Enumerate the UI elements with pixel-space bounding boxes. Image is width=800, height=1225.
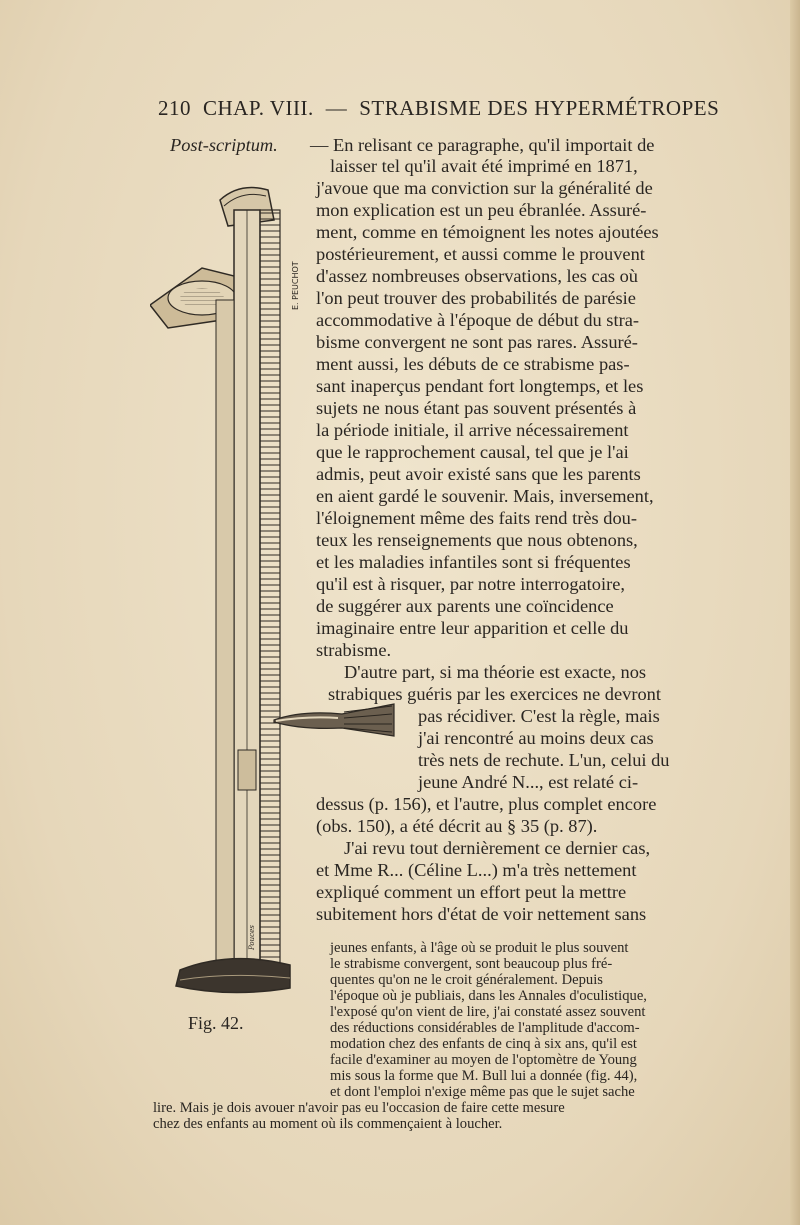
text-line: et les maladies infantiles sont si fréquentes: [316, 552, 631, 572]
text-line: ment, comme en témoignent les notes ajoutées: [316, 222, 659, 242]
text-line: strabisme.: [316, 640, 392, 660]
text-line: en aient gardé le souvenir. Mais, inversement,: [316, 486, 654, 506]
text-line: l'on peut trouver des probabilités de parésie: [316, 288, 636, 308]
footnote-line: l'époque où je publiais, dans les Annales d'oculistique,: [330, 988, 647, 1004]
text-line: que le rapprochement causal, tel que je l'ai: [316, 442, 629, 462]
page-number: 210: [158, 96, 191, 120]
footnote-line: mis sous la forme que M. Bull lui a donnée (fig. 44),: [330, 1068, 638, 1084]
text-line: et Mme R... (Céline L...) m'a très nettement: [316, 860, 637, 880]
text-line: mon explication est un peu ébranlée. Assuré-: [316, 200, 647, 220]
text-line: teux les renseignements que nous obtenons,: [316, 530, 638, 550]
maker-mark: E. PEUCHOT: [291, 261, 300, 310]
running-header: [158, 96, 748, 121]
footnote-line: quentes qu'on ne le croit généralement. Depuis: [330, 972, 603, 988]
text-line: j'ai rencontré au moins deux cas: [418, 728, 654, 748]
text-line: dessus (p. 156), et l'autre, plus complet encore: [316, 794, 657, 814]
text-line: sujets ne nous étant pas souvent présentés à: [316, 398, 637, 418]
text-line: pas récidiver. C'est la règle, mais: [418, 706, 660, 726]
text-line: (obs. 150), a été décrit au § 35 (p. 87).: [316, 816, 598, 836]
text-line: J'ai revu tout dernièrement ce dernier cas,: [344, 838, 651, 858]
text-line: laisser tel qu'il avait été imprimé en 1871,: [330, 156, 638, 176]
footnote-line: jeunes enfants, à l'âge où se produit le plus souvent: [330, 940, 629, 956]
text-line: bisme convergent ne sont pas rares. Assuré-: [316, 332, 638, 352]
text-line: jeune André N..., est relaté ci-: [418, 772, 639, 792]
text-line: d'assez nombreuses observations, les cas où: [316, 266, 639, 286]
text-line: l'éloignement même des faits rend très dou-: [316, 508, 637, 528]
footnote-line: lire. Mais je dois avouer n'avoir pas eu l'occasion de faire cette mesure: [153, 1100, 565, 1116]
text-line: j'avoue que ma conviction sur la généralité de: [316, 178, 653, 198]
scale-label: Pouces: [248, 925, 256, 950]
chapter-title: STRABISME DES HYPERMÉTROPES: [359, 96, 720, 120]
text-line: imaginaire entre leur apparition et celle du: [316, 618, 629, 638]
footnote-line: chez des enfants au moment où ils commençaient à loucher.: [153, 1116, 503, 1132]
page-edge: [790, 0, 800, 1225]
figure-caption: Fig. 42.: [188, 1013, 244, 1033]
footnote-line: facile d'examiner au moyen de l'optomètre de Young: [330, 1052, 637, 1068]
text-line: D'autre part, si ma théorie est exacte, nos: [344, 662, 647, 682]
footnote-line: et dont l'emploi n'exige même pas que le sujet sache: [330, 1084, 635, 1100]
text-line: subitement hors d'état de voir nettement sans: [316, 904, 647, 924]
text-line: — En relisant ce paragraphe, qu'il importait de: [310, 135, 655, 155]
postscript-label: Post-scriptum.: [170, 135, 278, 155]
text-line: postérieurement, et aussi comme le prouvent: [316, 244, 645, 264]
text-line: expliqué comment un effort peut la mettre: [316, 882, 627, 902]
text-line: ment aussi, les débuts de ce strabisme pas-: [316, 354, 630, 374]
optometer-illustration: [150, 180, 310, 1010]
text-line: admis, peut avoir existé sans que les parents: [316, 464, 641, 484]
footnote-line: modation chez des enfants de cinq à six ans, qu'il est: [330, 1036, 637, 1052]
text-line: très nets de rechute. L'un, celui du: [418, 750, 670, 770]
footnote-line: l'exposé qu'on vient de lire, j'ai constaté assez souvent: [330, 1004, 646, 1020]
text-line: sant inaperçus pendant fort longtemps, et les: [316, 376, 644, 396]
text-line: accommodative à l'époque de début du stra-: [316, 310, 639, 330]
footnote-line: le strabisme convergent, sont beaucoup plus fré-: [330, 956, 613, 972]
chapter-label: CHAP. VIII.: [203, 96, 314, 120]
text-line: la période initiale, il arrive nécessairement: [316, 420, 629, 440]
text-line: qu'il est à risquer, par notre interrogatoire,: [316, 574, 625, 594]
text-line: de suggérer aux parents une coïncidence: [316, 596, 614, 616]
text-line: strabiques guéris par les exercices ne devront: [328, 684, 661, 704]
header-separator: —: [325, 96, 348, 120]
footnote-line: des réductions considérables de l'amplitude d'accom-: [330, 1020, 640, 1036]
